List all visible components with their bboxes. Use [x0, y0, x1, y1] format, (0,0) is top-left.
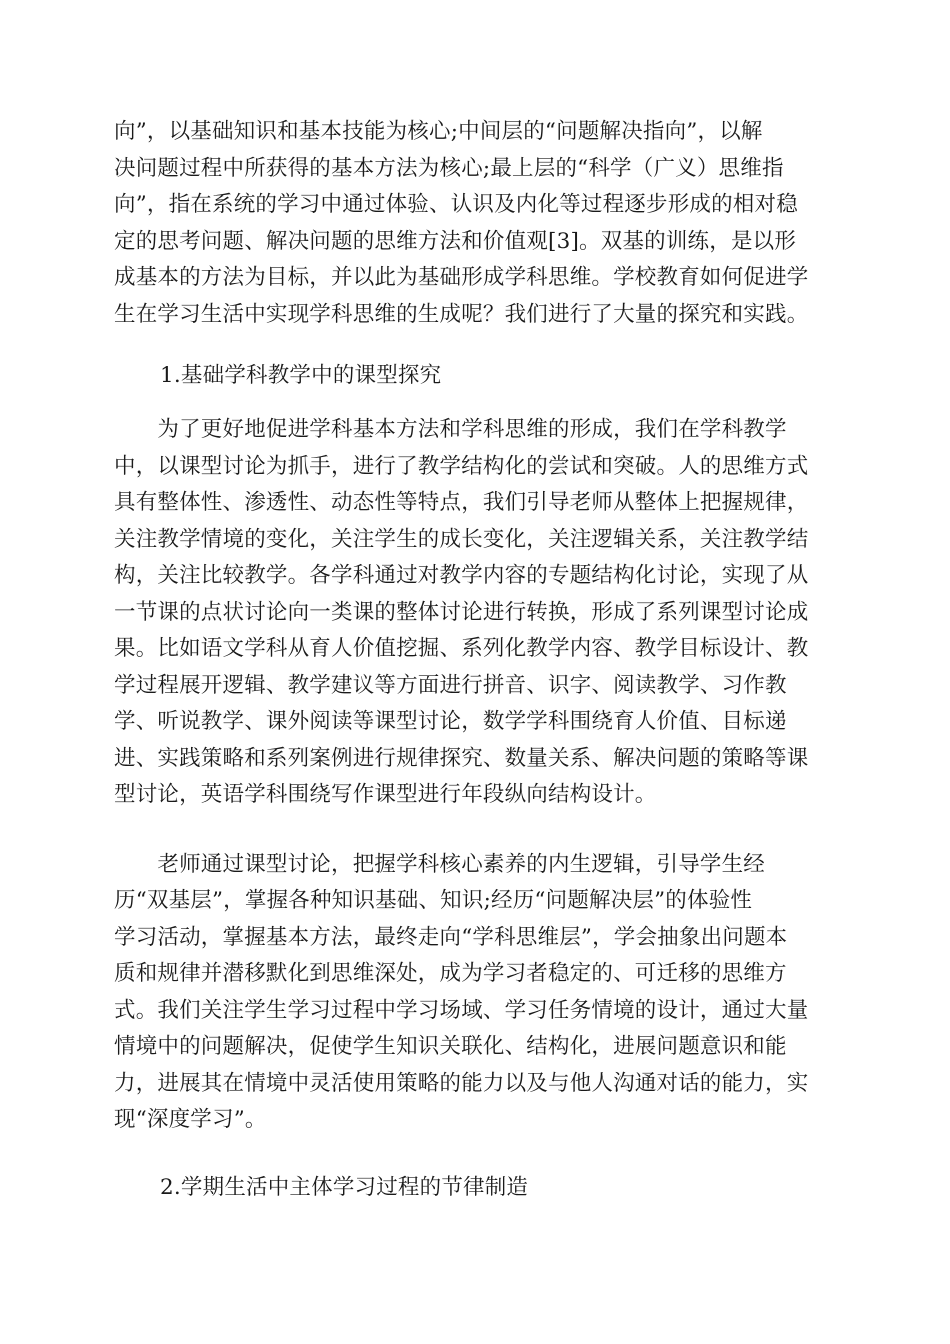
paragraph-1-line-1: 向”，以基础知识和基本技能为核心;中间层的“问题解决指向”，以解 [114, 119, 763, 144]
paragraph-2-line-9: 学、听说教学、课外阅读等课型讨论，数学学科围绕育人价值、目标递 [114, 709, 787, 734]
paragraph-3-line-6: 情境中的问题解决，促使学生知识关联化、结构化，进展问题意识和能 [114, 1034, 787, 1059]
paragraph-2-line-2: 中，以课型讨论为抓手，进行了教学结构化的尝试和突破。人的思维方式 [114, 454, 809, 479]
paragraph-3-line-1: 老师通过课型讨论，把握学科核心素养的内生逻辑，引导学生经 [114, 852, 766, 877]
paragraph-2-line-5: 构，关注比较教学。各学科通过对教学内容的专题结构化讨论，实现了从 [114, 563, 809, 588]
section-heading-1: 1.基础学科教学中的课型探究 [160, 363, 442, 388]
section-heading-2: 2.学期生活中主体学习过程的节律制造 [160, 1175, 529, 1200]
paragraph-2-line-1: 为了更好地促进学科基本方法和学科思维的形成，我们在学科教学 [114, 417, 787, 442]
paragraph-2-line-3: 具有整体性、渗透性、动态性等特点，我们引导老师从整体上把握规律， [114, 490, 809, 515]
paragraph-2-line-4: 关注教学情境的变化，关注学生的成长变化，关注逻辑关系，关注教学结 [114, 527, 809, 552]
paragraph-2-line-10: 进、实践策略和系列案例进行规律探究、数量关系、解决问题的策略等课 [114, 746, 809, 771]
paragraph-1-line-6: 生在学习生活中实现学科思维的生成呢？我们进行了大量的探究和实践。 [114, 302, 809, 327]
paragraph-2-line-7: 果。比如语文学科从育人价值挖掘、系列化教学内容、教学目标设计、教 [114, 636, 809, 661]
paragraph-1-line-5: 成基本的方法为目标，并以此为基础形成学科思维。学校教育如何促进学 [114, 265, 809, 290]
paragraph-2-line-8: 学过程展开逻辑、教学建议等方面进行拼音、识字、阅读教学、习作教 [114, 673, 787, 698]
paragraph-1-line-4: 定的思考问题、解决问题的思维方法和价值观[3]。双基的训练，是以形 [114, 229, 797, 254]
paragraph-3-line-2: 历“双基层”，掌握各种知识基础、知识;经历“问题解决层”的体验性 [114, 888, 753, 913]
paragraph-3-line-7: 力，进展其在情境中灵活使用策略的能力以及与他人沟通对话的能力，实 [114, 1071, 809, 1096]
paragraph-3-line-5: 式。我们关注学生学习过程中学习场域、学习任务情境的设计，通过大量 [114, 998, 809, 1023]
paragraph-2-line-11: 型讨论，英语学科围绕写作课型进行年段纵向结构设计。 [114, 782, 657, 807]
paragraph-1-line-2: 决问题过程中所获得的基本方法为核心;最上层的“科学（广义）思维指 [114, 156, 784, 181]
paragraph-3-line-8: 现“深度学习”。 [114, 1107, 267, 1132]
paragraph-2-line-6: 一节课的点状讨论向一类课的整体讨论进行转换，形成了系列课型讨论成 [114, 600, 809, 625]
paragraph-3-line-3: 学习活动，掌握基本方法，最终走向“学科思维层”，学会抽象出问题本 [114, 925, 788, 950]
paragraph-3-line-4: 质和规律并潜移默化到思维深处，成为学习者稳定的、可迁移的思维方 [114, 961, 787, 986]
paragraph-1-line-3: 向”，指在系统的学习中通过体验、认识及内化等过程逐步形成的相对稳 [114, 192, 798, 217]
